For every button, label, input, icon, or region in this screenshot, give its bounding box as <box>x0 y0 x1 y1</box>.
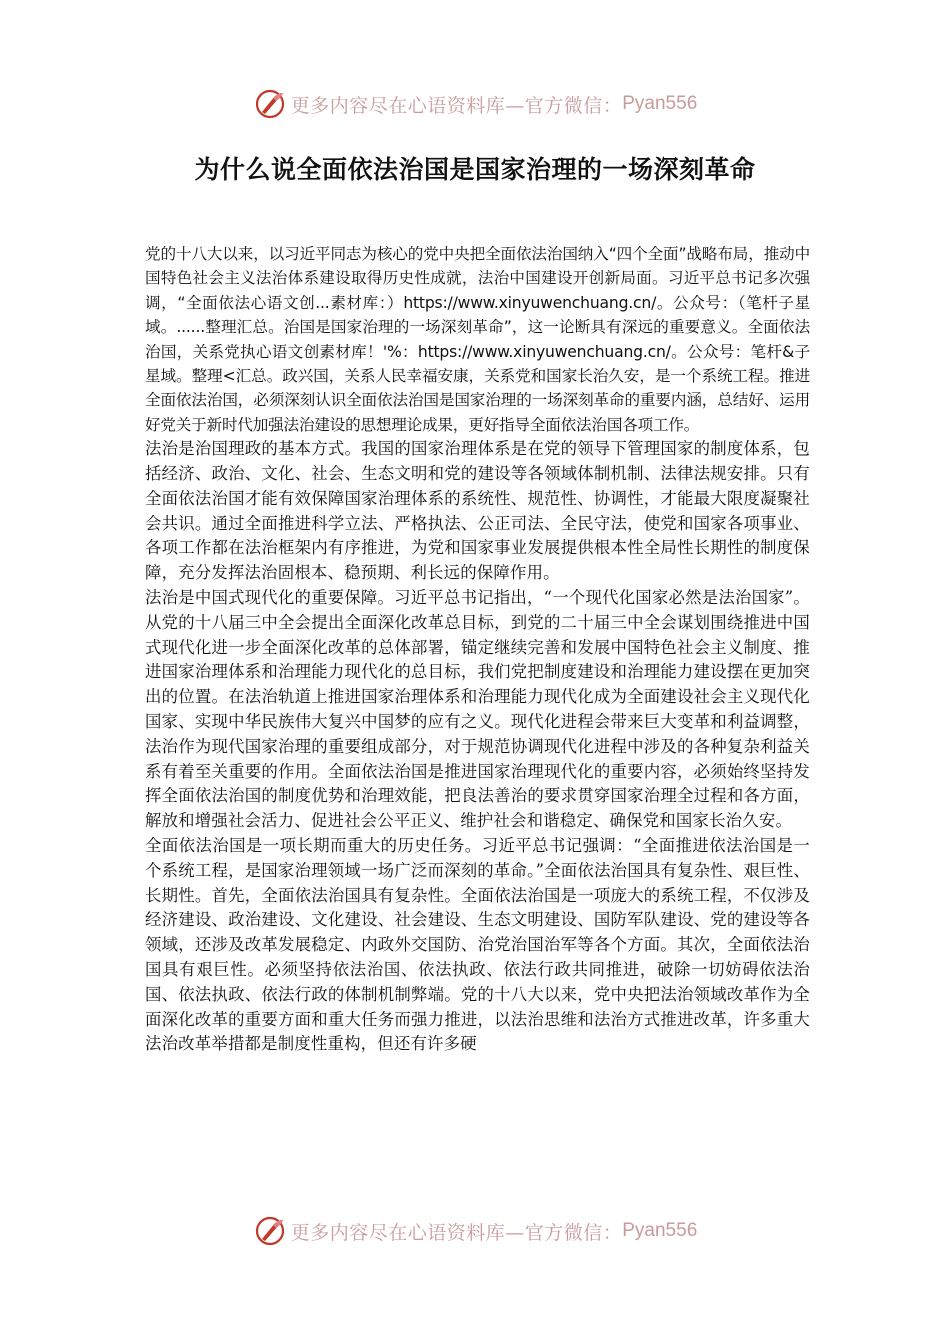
intro-paragraph: 党的十八大以来，以习近平同志为核心的党中央把全面依法治国纳入“四个全面”战略布局，推动中国特色社会主义法治体系建设取得历史性成就，法治中国建设开创新局面。习近平总书记多次强调，“全面依法心语文创...素材库：）https://www.xinyuwenchuang.cn/。公众号：（笔杆子星域。......整理汇总。治国是国家治理的一场深刻革命”，这一论断具有深远的重要意义。全面依法治国，关系党执心语文创素材库！'%：https://www.xinyuwenchuang.cn/。公众号：笔杆&子星域。整理<汇总。政兴国，关系人民幸福安康，关系党和国家长治久安，是一个系统工程。推进全面依法治国，必须深刻认识全面依法治国是国家治理的一场深刻革命的重要内涵，总结好、运用好党关于新时代加强法治建设的思想理论成果，更好指导全面依法治国各项工作。 <box>145 245 810 434</box>
banner-wechat-id: Pyan556 <box>622 93 698 114</box>
page-title: 为什么说全面依法治国是国家治理的一场深刻革命 <box>194 155 756 184</box>
body-paragraph-1: 法治是治国理政的基本方式。我国的国家治理体系是在党的领导下管理国家的制度体系，包括经济、政治、文化、社会、生态文明和党的建设等各领域体制机制、法律法规安排。只有全面依法治国才能有效保障国家治理体系的系统性、规范性、协调性，才能最大限度凝聚社会共识。通过全面推进科学立法、严格执法、公正司法、全民守法，使党和国家各项事业、各项工作都在法治框架内有序推进，为党和国家事业发展提供根本性全局性长期性的制度保障，充分发挥法治固根本、稳预期、利长远的保障作用。 <box>145 439 810 583</box>
banner-wechat-id: Pyan556 <box>622 1220 698 1241</box>
pen-logo-icon <box>253 1214 287 1248</box>
banner-text: 更多内容尽在心语资料库—官方微信： <box>290 94 623 117</box>
banner-text: 更多内容尽在心语资料库—官方微信： <box>290 1221 623 1244</box>
article-body <box>145 242 810 1057</box>
body-paragraph-2: 法治是中国式现代化的重要保障。习近平总书记指出，“一个现代化国家必然是法治国家”。从党的十八届三中全会提出全面深化改革总目标，到党的二十届三中全会谋划围绕推进中国式现代化进一步全面深化改革的总体部署，锚定继续完善和发展中国特色社会主义制度、推进国家治理体系和治理能力现代化的总目标，我们党把制度建设和治理能力建设摆在更加突出的位置。在法治轨道上推进国家治理体系和治理能力现代化成为全面建设社会主义现代化国家、实现中华民族伟大复兴中国梦的应有之义。现代化进程会带来巨大变革和利益调整，法治作为现代国家治理的重要组成部分，对于规范协调现代化进程中涉及的各种复杂利益关系有着至关重要的作用。全面依法治国是推进国家治理现代化的重要内容，必须始终坚持发挥全面依法治国的制度优势和治理效能，把良法善治的要求贯穿国家治理全过程和各方面，解放和增强社会活力、促进社会公平正义、维护社会和谐稳定、确保党和国家长治久安。 <box>145 588 810 831</box>
footer-banner <box>0 1213 950 1249</box>
header-banner <box>0 86 950 122</box>
body-paragraph-3: 全面依法治国是一项长期而重大的历史任务。习近平总书记强调：“全面推进依法治国是一个系统工程，是国家治理领域一场广泛而深刻的革命。”全面依法治国具有复杂性、艰巨性、长期性。首先，全面依法治国具有复杂性。全面依法治国是一项庞大的系统工程，不仅涉及经济建设、政治建设、文化建设、社会建设、生态文明建设、国防军队建设、党的建设等各领域，还涉及改革发展稳定、内政外交国防、治党治国治军等各个方面。其次，全面依法治国具有艰巨性。必须坚持依法治国、依法执政、依法行政共同推进，破除一切妨碍依法治国、依法执政、依法行政的体制机制弊端。党的十八大以来，党中央把法治领域改革作为全面深化改革的重要方面和重大任务而强力推进，以法治思维和法治方式推进改革，许多重大法治改革举措都是制度性重构，但还有许多硬 <box>145 836 810 1054</box>
pen-logo-icon <box>253 87 287 121</box>
